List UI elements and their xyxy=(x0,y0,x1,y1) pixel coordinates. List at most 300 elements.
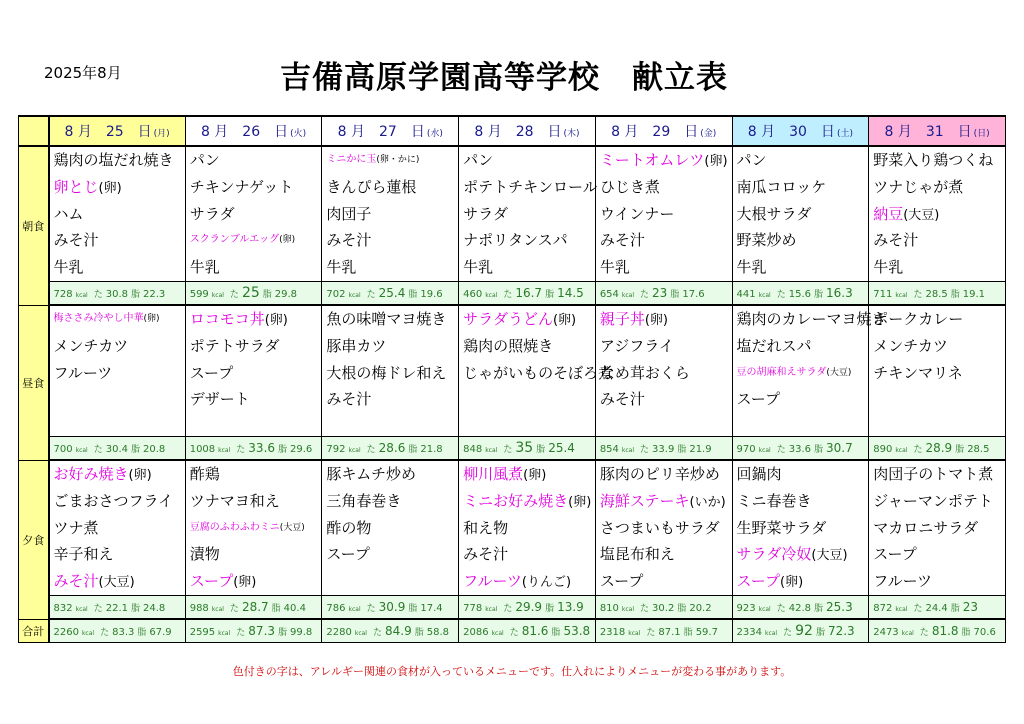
dish-item xyxy=(50,227,185,254)
dish-item xyxy=(50,360,185,387)
nutrition-cell xyxy=(459,282,596,306)
kcal-unit: kcal xyxy=(758,606,771,613)
allergen-note: (卵) xyxy=(523,468,547,483)
nutrition-values xyxy=(733,441,869,455)
nutrition-values xyxy=(50,601,185,614)
protein-value: 16.7 xyxy=(515,286,543,300)
allergen-note: (卵) xyxy=(233,575,257,591)
dish-item xyxy=(459,254,595,281)
dish-name: サラダ冷奴 xyxy=(736,545,812,564)
fat-unit: 脂 xyxy=(551,628,561,638)
dish-cell xyxy=(185,460,322,596)
protein-unit: た xyxy=(229,604,239,614)
dish-item xyxy=(50,461,185,488)
day-date: 8 月 27 日 xyxy=(337,124,425,140)
protein-unit: た xyxy=(229,290,239,300)
dish-item xyxy=(596,541,732,568)
dish-item xyxy=(186,333,322,360)
day-header xyxy=(732,116,869,146)
fat-value: 22.3 xyxy=(143,288,166,300)
dish-name: ナポリタンスパ xyxy=(463,231,568,250)
dish-name: デザート xyxy=(189,390,250,409)
dish-name: 酢鶏 xyxy=(189,465,220,483)
kcal-unit: kcal xyxy=(75,446,88,454)
kcal-value: 872 xyxy=(873,603,893,614)
nutrition-values xyxy=(186,624,322,638)
dish-name: ロコモコ丼 xyxy=(189,310,265,328)
dish-item xyxy=(596,360,732,387)
fat-unit: 脂 xyxy=(408,290,418,300)
dish-name: 肉団子 xyxy=(326,204,372,223)
fat-unit: 脂 xyxy=(950,604,960,614)
dish-item xyxy=(596,568,732,595)
dish-item xyxy=(186,306,322,333)
dish-name: ポテトサラダ xyxy=(189,336,280,355)
kcal-unit: kcal xyxy=(348,447,361,454)
dish-item xyxy=(322,306,458,333)
dish-item xyxy=(596,386,732,413)
dish-name: お好み焼き xyxy=(53,465,129,483)
meal-label: 昼食 xyxy=(19,305,49,460)
day-date: 8 月 26 日 xyxy=(200,124,289,140)
dish-item xyxy=(733,541,869,568)
fat-value: 17.6 xyxy=(682,289,705,300)
dish-item xyxy=(50,254,185,281)
dish-cell xyxy=(185,305,322,437)
nutrition-values xyxy=(186,441,322,455)
kcal-unit: kcal xyxy=(485,292,498,299)
day-date: 8 月 30 日 xyxy=(747,124,835,140)
nutrition-values xyxy=(459,286,595,300)
protein-value: 28.9 xyxy=(925,441,953,455)
nutrition-values xyxy=(459,600,595,614)
kcal-unit: kcal xyxy=(218,447,231,454)
dish-name: 肉団子のトマト煮 xyxy=(873,465,994,483)
dish-item xyxy=(50,174,185,201)
protein-value: 83.3 xyxy=(112,626,135,638)
dish-item xyxy=(322,174,458,201)
kcal-unit: kcal xyxy=(218,630,231,637)
dish-item xyxy=(50,147,185,174)
nutrition-values xyxy=(596,442,732,455)
protein-value: 24.4 xyxy=(925,603,948,614)
kcal-value: 728 xyxy=(53,288,73,300)
kcal-value: 2473 xyxy=(873,627,899,638)
protein-value: 33.6 xyxy=(248,441,276,455)
nutrition-cell xyxy=(322,596,459,620)
fat-value: 30.7 xyxy=(826,441,853,455)
dish-name: みそ汁 xyxy=(599,390,645,409)
nutrition-values xyxy=(869,287,1005,300)
dish-name: サラダ xyxy=(463,204,508,223)
dish-item xyxy=(459,174,598,201)
dish-item xyxy=(322,254,458,281)
protein-unit: た xyxy=(913,445,923,455)
allergen-note: (卵) xyxy=(780,575,804,591)
protein-unit: た xyxy=(919,628,929,638)
dish-name: 塩昆布和え xyxy=(599,545,675,564)
nutrition-row-dinner xyxy=(19,596,1006,620)
nutrition-cell xyxy=(49,619,186,643)
fat-value: 29.8 xyxy=(274,289,298,300)
nutrition-cell xyxy=(869,596,1006,620)
dish-item xyxy=(733,254,869,281)
dish-name: ポークカレー xyxy=(873,310,964,328)
dish-cell xyxy=(869,146,1006,282)
dish-item xyxy=(596,333,732,360)
dish-name: 牛乳 xyxy=(599,258,630,277)
dish-item xyxy=(459,333,595,360)
fat-value: 70.6 xyxy=(973,627,996,638)
kcal-unit: kcal xyxy=(75,291,88,299)
meal-label: 夕食 xyxy=(19,460,49,619)
dish-name: スープ xyxy=(189,363,234,382)
dish-item xyxy=(733,488,869,515)
protein-unit: た xyxy=(503,445,513,455)
dish-item xyxy=(869,568,1005,595)
dish-name: フルーツ xyxy=(873,572,933,591)
fat-value: 28.5 xyxy=(967,444,990,455)
allergen-note: (大豆) xyxy=(826,367,852,378)
fat-unit: 脂 xyxy=(131,289,141,300)
protein-value: 30.4 xyxy=(105,443,128,455)
dish-cell xyxy=(595,305,732,437)
dish-name: 回鍋肉 xyxy=(736,465,782,483)
dish-item xyxy=(459,147,595,174)
protein-value: 30.8 xyxy=(105,288,128,300)
protein-unit: た xyxy=(776,290,786,300)
fat-unit: 脂 xyxy=(677,603,687,614)
nutrition-cell xyxy=(459,437,596,461)
fat-unit: 脂 xyxy=(278,628,288,638)
protein-unit: た xyxy=(776,604,786,614)
fat-value: 13.9 xyxy=(557,600,584,614)
dish-name: ポテトチキンロール xyxy=(463,177,598,196)
dish-item xyxy=(869,254,1005,281)
fat-unit: 脂 xyxy=(271,604,281,614)
dish-item xyxy=(733,461,869,488)
dish-item xyxy=(596,254,732,281)
day-weekday: (水) xyxy=(426,129,443,139)
dish-name: 親子丼 xyxy=(599,310,645,328)
header-corner xyxy=(19,116,49,146)
dish-item xyxy=(733,386,869,413)
dish-name: ミニかに玉 xyxy=(326,154,377,165)
dish-item xyxy=(733,147,869,174)
nutrition-values xyxy=(50,287,185,300)
allergen-note: (りんご) xyxy=(521,575,572,591)
fat-value: 14.5 xyxy=(557,286,584,300)
kcal-value: 654 xyxy=(599,289,619,300)
nutrition-cell xyxy=(869,619,1006,643)
protein-unit: た xyxy=(503,290,513,300)
allergen-note: (卵) xyxy=(568,494,592,510)
dish-name: 豚肉のピリ辛炒め xyxy=(599,465,720,483)
kcal-value: 2260 xyxy=(53,626,79,638)
dish-cell xyxy=(322,460,459,596)
fat-unit: 脂 xyxy=(950,289,960,300)
dish-name: ミニお好み焼き xyxy=(463,491,569,510)
dish-cell xyxy=(459,305,614,437)
dish-name: 大根の梅ドレ和え xyxy=(326,363,447,382)
kcal-value: 970 xyxy=(736,444,756,455)
day-header xyxy=(869,116,1006,146)
protein-value: 23 xyxy=(652,286,668,300)
kcal-value: 2280 xyxy=(326,627,352,638)
kcal-value: 702 xyxy=(326,289,346,300)
day-header xyxy=(322,116,459,146)
day-weekday: (木) xyxy=(563,129,580,139)
kcal-value: 441 xyxy=(736,289,756,300)
protein-value: 30.2 xyxy=(652,602,675,614)
fat-value: 16.3 xyxy=(826,286,853,300)
nutrition-values xyxy=(733,623,869,639)
dish-name: 豚キムチ炒め xyxy=(326,465,416,483)
nutrition-values xyxy=(50,442,185,455)
dish-name: みそ汁 xyxy=(53,231,99,250)
dish-item xyxy=(596,227,732,254)
kcal-unit: kcal xyxy=(211,606,224,613)
dish-name: ツナ煮 xyxy=(53,518,99,537)
protein-value: 35 xyxy=(515,440,534,456)
menu-table xyxy=(18,115,1006,643)
protein-unit: た xyxy=(509,628,519,638)
dish-name: 豚串カツ xyxy=(326,336,387,355)
totals-label: 合計 xyxy=(19,619,49,643)
fat-value: 58.8 xyxy=(426,627,449,638)
protein-unit: た xyxy=(783,628,793,638)
nutrition-values xyxy=(596,601,732,614)
allergen-note: (卵) xyxy=(98,180,122,196)
fat-value: 59.7 xyxy=(695,626,718,638)
dish-name: 豆の胡麻和えサラダ xyxy=(736,366,827,378)
dish-name: メンチカツ xyxy=(873,336,948,355)
protein-unit: た xyxy=(236,445,246,455)
day-weekday: (日) xyxy=(973,129,990,139)
kcal-value: 810 xyxy=(599,602,619,614)
fat-value: 25.4 xyxy=(548,441,575,455)
fat-value: 67.9 xyxy=(149,626,172,638)
dish-name: 野菜入り鶏つくね xyxy=(873,151,994,169)
meal-row-dinner xyxy=(19,460,1006,596)
dish-name: パン xyxy=(189,151,220,169)
dish-item xyxy=(322,201,458,228)
kcal-value: 2318 xyxy=(599,626,626,638)
allergen-note: (卵・かに) xyxy=(376,155,420,165)
dish-item xyxy=(733,227,869,254)
kcal-unit: kcal xyxy=(348,606,361,613)
nutrition-cell xyxy=(595,282,732,306)
dish-name: 大根サラダ xyxy=(736,204,812,223)
kcal-value: 2086 xyxy=(463,627,489,638)
dish-item xyxy=(733,201,869,228)
meal-row-lunch xyxy=(19,305,1006,437)
allergen-note: (卵) xyxy=(143,314,160,324)
protein-value: 92 xyxy=(795,623,813,639)
dish-name: みそ汁 xyxy=(873,231,919,250)
day-weekday: (金) xyxy=(700,129,717,139)
day-date: 8 月 25 日 xyxy=(64,124,152,140)
nutrition-cell xyxy=(595,619,732,643)
dish-name: スープ xyxy=(736,572,781,591)
dish-item xyxy=(596,515,732,542)
dish-item xyxy=(322,227,458,254)
dish-name: 塩だれスパ xyxy=(736,336,812,355)
allergen-note: (卵) xyxy=(128,468,152,483)
dish-item xyxy=(50,201,185,228)
dish-name: ハム xyxy=(53,204,84,223)
kcal-value: 848 xyxy=(463,444,483,455)
dish-name: ごまおさつフライ xyxy=(53,491,174,510)
nutrition-cell xyxy=(185,437,322,461)
dish-item xyxy=(869,174,1005,201)
fat-value: 19.1 xyxy=(962,288,985,300)
fat-unit: 脂 xyxy=(814,290,824,300)
nutrition-row-lunch xyxy=(19,437,1006,461)
nutrition-cell xyxy=(49,596,186,620)
dish-cell xyxy=(732,146,869,282)
dish-name: スクランブルエッグ xyxy=(189,234,280,246)
dish-item xyxy=(733,568,869,595)
dish-name: フルーツ xyxy=(463,572,522,591)
dish-item xyxy=(733,174,869,201)
dish-cell xyxy=(322,305,459,437)
nutrition-values xyxy=(459,624,595,638)
kcal-value: 599 xyxy=(189,289,209,300)
dish-name: みそ汁 xyxy=(599,231,645,250)
nutrition-values xyxy=(186,285,322,301)
dish-item xyxy=(596,488,732,515)
kcal-value: 923 xyxy=(736,603,756,614)
dish-name: 卵とじ xyxy=(53,177,99,196)
dish-item xyxy=(186,515,322,542)
dish-item xyxy=(869,227,1005,254)
dish-name: 酢の物 xyxy=(326,518,372,537)
dish-item xyxy=(186,201,322,228)
dish-name: さつまいもサラダ xyxy=(599,518,720,537)
kcal-unit: kcal xyxy=(485,447,498,454)
dish-item xyxy=(186,568,322,595)
dish-name: じゃがいものそぼろ煮 xyxy=(463,363,614,382)
dish-item xyxy=(459,201,595,228)
kcal-value: 890 xyxy=(873,444,893,455)
day-header-row xyxy=(19,116,1006,146)
meal-label: 朝食 xyxy=(19,146,49,305)
dish-item xyxy=(596,201,732,228)
dish-item xyxy=(186,254,322,281)
protein-value: 33.9 xyxy=(652,443,675,455)
dish-item xyxy=(186,147,322,174)
dish-name: 納豆 xyxy=(873,204,904,223)
protein-value: 81.8 xyxy=(931,624,959,638)
fat-unit: 脂 xyxy=(545,290,555,300)
dish-item xyxy=(596,147,732,174)
fat-value: 72.3 xyxy=(827,624,855,638)
dish-name: 牛乳 xyxy=(189,258,220,277)
kcal-value: 778 xyxy=(463,603,483,614)
dish-name: 牛乳 xyxy=(326,258,357,277)
fat-unit: 脂 xyxy=(677,444,687,455)
nutrition-cell xyxy=(869,437,1006,461)
dish-name: ミートオムレツ xyxy=(599,151,705,169)
nutrition-cell xyxy=(322,282,459,306)
dish-name: 牛乳 xyxy=(736,258,767,277)
dish-item xyxy=(733,360,869,387)
kcal-unit: kcal xyxy=(621,605,635,613)
nutrition-cell xyxy=(732,437,869,461)
dish-item xyxy=(869,306,1005,333)
kcal-value: 460 xyxy=(463,289,483,300)
fat-unit: 脂 xyxy=(961,628,971,638)
nutrition-cell xyxy=(732,596,869,620)
protein-value: 33.6 xyxy=(788,444,812,455)
menu-month: 2025年8月 xyxy=(44,64,122,82)
dish-name: フルーツ xyxy=(53,363,113,382)
fat-value: 23 xyxy=(962,600,979,614)
nutrition-values xyxy=(596,625,732,638)
dish-cell xyxy=(732,460,869,596)
day-weekday: (火) xyxy=(290,129,307,139)
dish-item xyxy=(869,461,1005,488)
protein-value: 81.6 xyxy=(521,624,549,638)
dish-name: 辛子和え xyxy=(53,545,114,564)
dish-name: 三角春巻き xyxy=(326,491,402,510)
protein-unit: た xyxy=(913,604,923,614)
dish-name: ひじき煮 xyxy=(599,177,660,196)
dish-cell xyxy=(869,460,1006,596)
protein-value: 22.1 xyxy=(105,602,128,614)
protein-unit: た xyxy=(640,603,650,614)
dish-item xyxy=(50,488,185,515)
kcal-unit: kcal xyxy=(491,630,504,637)
protein-unit: た xyxy=(93,289,103,300)
fat-unit: 脂 xyxy=(278,445,288,455)
protein-unit: た xyxy=(100,627,110,638)
dish-name: みそ汁 xyxy=(326,231,372,250)
nutrition-values xyxy=(50,625,185,638)
kcal-unit: kcal xyxy=(485,606,498,613)
dish-name: 鶏肉の塩だれ焼き xyxy=(53,151,174,169)
dish-name: ウインナー xyxy=(599,204,675,223)
dish-item xyxy=(869,333,1005,360)
dish-item xyxy=(459,488,595,515)
dish-item xyxy=(50,541,185,568)
dish-cell xyxy=(595,146,732,282)
dish-item xyxy=(459,568,595,595)
dish-item xyxy=(459,541,595,568)
fat-unit: 脂 xyxy=(545,604,555,614)
dish-item xyxy=(322,147,458,174)
protein-value: 25 xyxy=(241,285,260,301)
dish-name: サラダうどん xyxy=(463,310,553,328)
protein-unit: た xyxy=(640,444,650,455)
dish-item xyxy=(322,541,458,568)
dish-name: 牛乳 xyxy=(53,258,84,277)
kcal-value: 854 xyxy=(599,443,619,455)
dish-name: 牛乳 xyxy=(463,258,494,277)
fat-unit: 脂 xyxy=(414,628,424,638)
day-header xyxy=(459,116,596,146)
nutrition-values xyxy=(322,600,458,614)
protein-value: 28.6 xyxy=(378,441,406,455)
dish-name: みそ汁 xyxy=(463,545,509,564)
dish-item xyxy=(50,515,185,542)
kcal-unit: kcal xyxy=(895,606,908,613)
dish-cell xyxy=(49,460,186,596)
dish-item xyxy=(50,306,185,333)
fat-value: 20.8 xyxy=(143,443,166,455)
kcal-value: 700 xyxy=(53,443,73,455)
